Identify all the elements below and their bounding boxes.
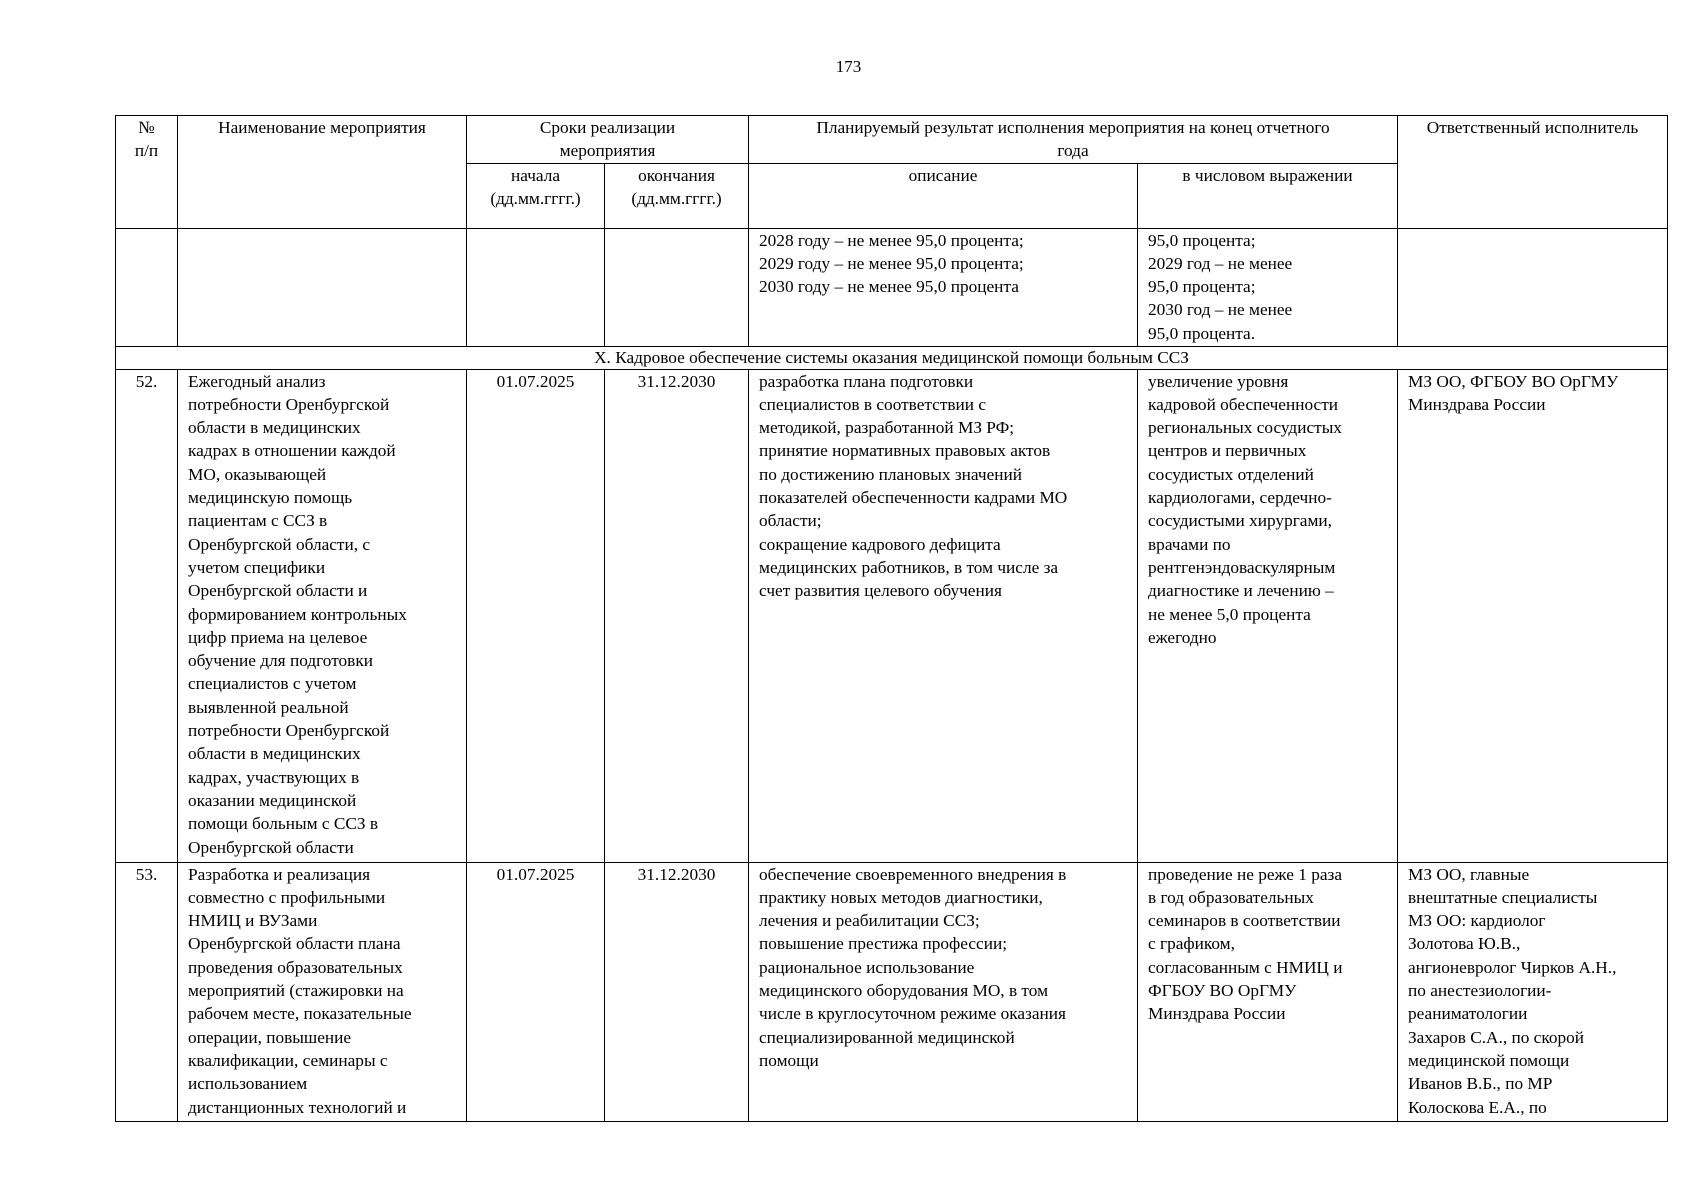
cell-name bbox=[178, 228, 467, 346]
header-result: Планируемый результат исполнения мероприятия на конец отчетного года bbox=[749, 116, 1398, 164]
header-terms: Сроки реализации мероприятия bbox=[467, 116, 749, 164]
page-number: 173 bbox=[835, 57, 862, 76]
header-responsible: Ответственный исполнитель bbox=[1398, 116, 1668, 229]
cell-end: 31.12.2030 bbox=[605, 862, 749, 1121]
cell-start bbox=[467, 228, 605, 346]
cell-name: Разработка и реализация совместно с профильными НМИЦ и ВУЗами Оренбургской области плана проведения образовательных мероприятий (стажировки на рабочем месте, показательные операции, повышение квалификации, семинары с использованием дистанционных технологий и bbox=[178, 862, 467, 1121]
cell-description: обеспечение своевременного внедрения в практику новых методов диагностики, лечения и реабилитации ССЗ; повышение престижа профессии; рациональное использование медицинского оборудования МО, в том числе в круглосуточном режиме оказания специализированной медицинской помощи bbox=[749, 862, 1138, 1121]
cell-name: Ежегодный анализ потребности Оренбургской области в медицинских кадрах в отношении каждой МО, оказывающей медицинскую помощь пациентам с ССЗ в Оренбургской области, с учетом специфики Оренбургской области и формированием контрольных цифр приема на целевое обучение для подготовки специалистов с учетом выявленной реальной потребности Оренбургской области в медицинских кадрах, участвующих в оказании медицинской помощи больным с ССЗ в Оренбургской области bbox=[178, 369, 467, 862]
cell-description: 2028 году – не менее 95,0 процента; 2029 году – не менее 95,0 процента; 2030 году – не менее 95,0 процента bbox=[749, 228, 1138, 346]
table-row bbox=[116, 369, 1668, 862]
plan-table bbox=[115, 115, 1668, 1122]
header-start: начала (дд.мм.гггг.) bbox=[467, 163, 605, 228]
header-name: Наименование мероприятия bbox=[178, 116, 467, 229]
header-numeric: в числовом выражении bbox=[1138, 163, 1398, 228]
cell-responsible: МЗ ОО, главные внештатные специалисты МЗ ОО: кардиолог Золотова Ю.В., ангионевролог Чирков А.Н., по анестезиологии- реаниматологии Захаров С.А., по скорой медицинской помощи Иванов В.Б., по МР Колоскова Е.А., по bbox=[1398, 862, 1668, 1121]
header-description: описание bbox=[749, 163, 1138, 228]
cell-end bbox=[605, 228, 749, 346]
cell-responsible: МЗ ОО, ФГБОУ ВО ОрГМУ Минздрава России bbox=[1398, 369, 1668, 862]
cell-num bbox=[116, 228, 178, 346]
cell-numeric: 95,0 процента; 2029 год – не менее 95,0 процента; 2030 год – не менее 95,0 процента. bbox=[1138, 228, 1398, 346]
section-title: X. Кадровое обеспечение системы оказания медицинской помощи больным ССЗ bbox=[116, 346, 1668, 369]
cell-numeric: проведение не реже 1 раза в год образовательных семинаров в соответствии с графиком, согласованным с НМИЦ и ФГБОУ ВО ОрГМУ Минздрава России bbox=[1138, 862, 1398, 1121]
cell-end: 31.12.2030 bbox=[605, 369, 749, 862]
table-row bbox=[116, 862, 1668, 1121]
header-end: окончания (дд.мм.гггг.) bbox=[605, 163, 749, 228]
cell-num: 52. bbox=[116, 369, 178, 862]
header-num: № п/п bbox=[116, 116, 178, 229]
cell-num: 53. bbox=[116, 862, 178, 1121]
cell-responsible bbox=[1398, 228, 1668, 346]
cell-start: 01.07.2025 bbox=[467, 369, 605, 862]
cell-numeric: увеличение уровня кадровой обеспеченности региональных сосудистых центров и первичных сосудистых отделений кардиологами, сердечно- сосудистыми хирургами, врачами по рентгенэндоваскулярным диагностике и лечению – не менее 5,0 процента ежегодно bbox=[1138, 369, 1398, 862]
cell-start: 01.07.2025 bbox=[467, 862, 605, 1121]
cell-description: разработка плана подготовки специалистов в соответствии с методикой, разработанной МЗ РФ; принятие нормативных правовых актов по достижению плановых значений показателей обеспеченности кадрами МО области; сокращение кадрового дефицита медицинских работников, в том числе за счет развития целевого обучения bbox=[749, 369, 1138, 862]
section-row bbox=[116, 346, 1668, 369]
header-row bbox=[116, 116, 1668, 164]
table-row bbox=[116, 228, 1668, 346]
